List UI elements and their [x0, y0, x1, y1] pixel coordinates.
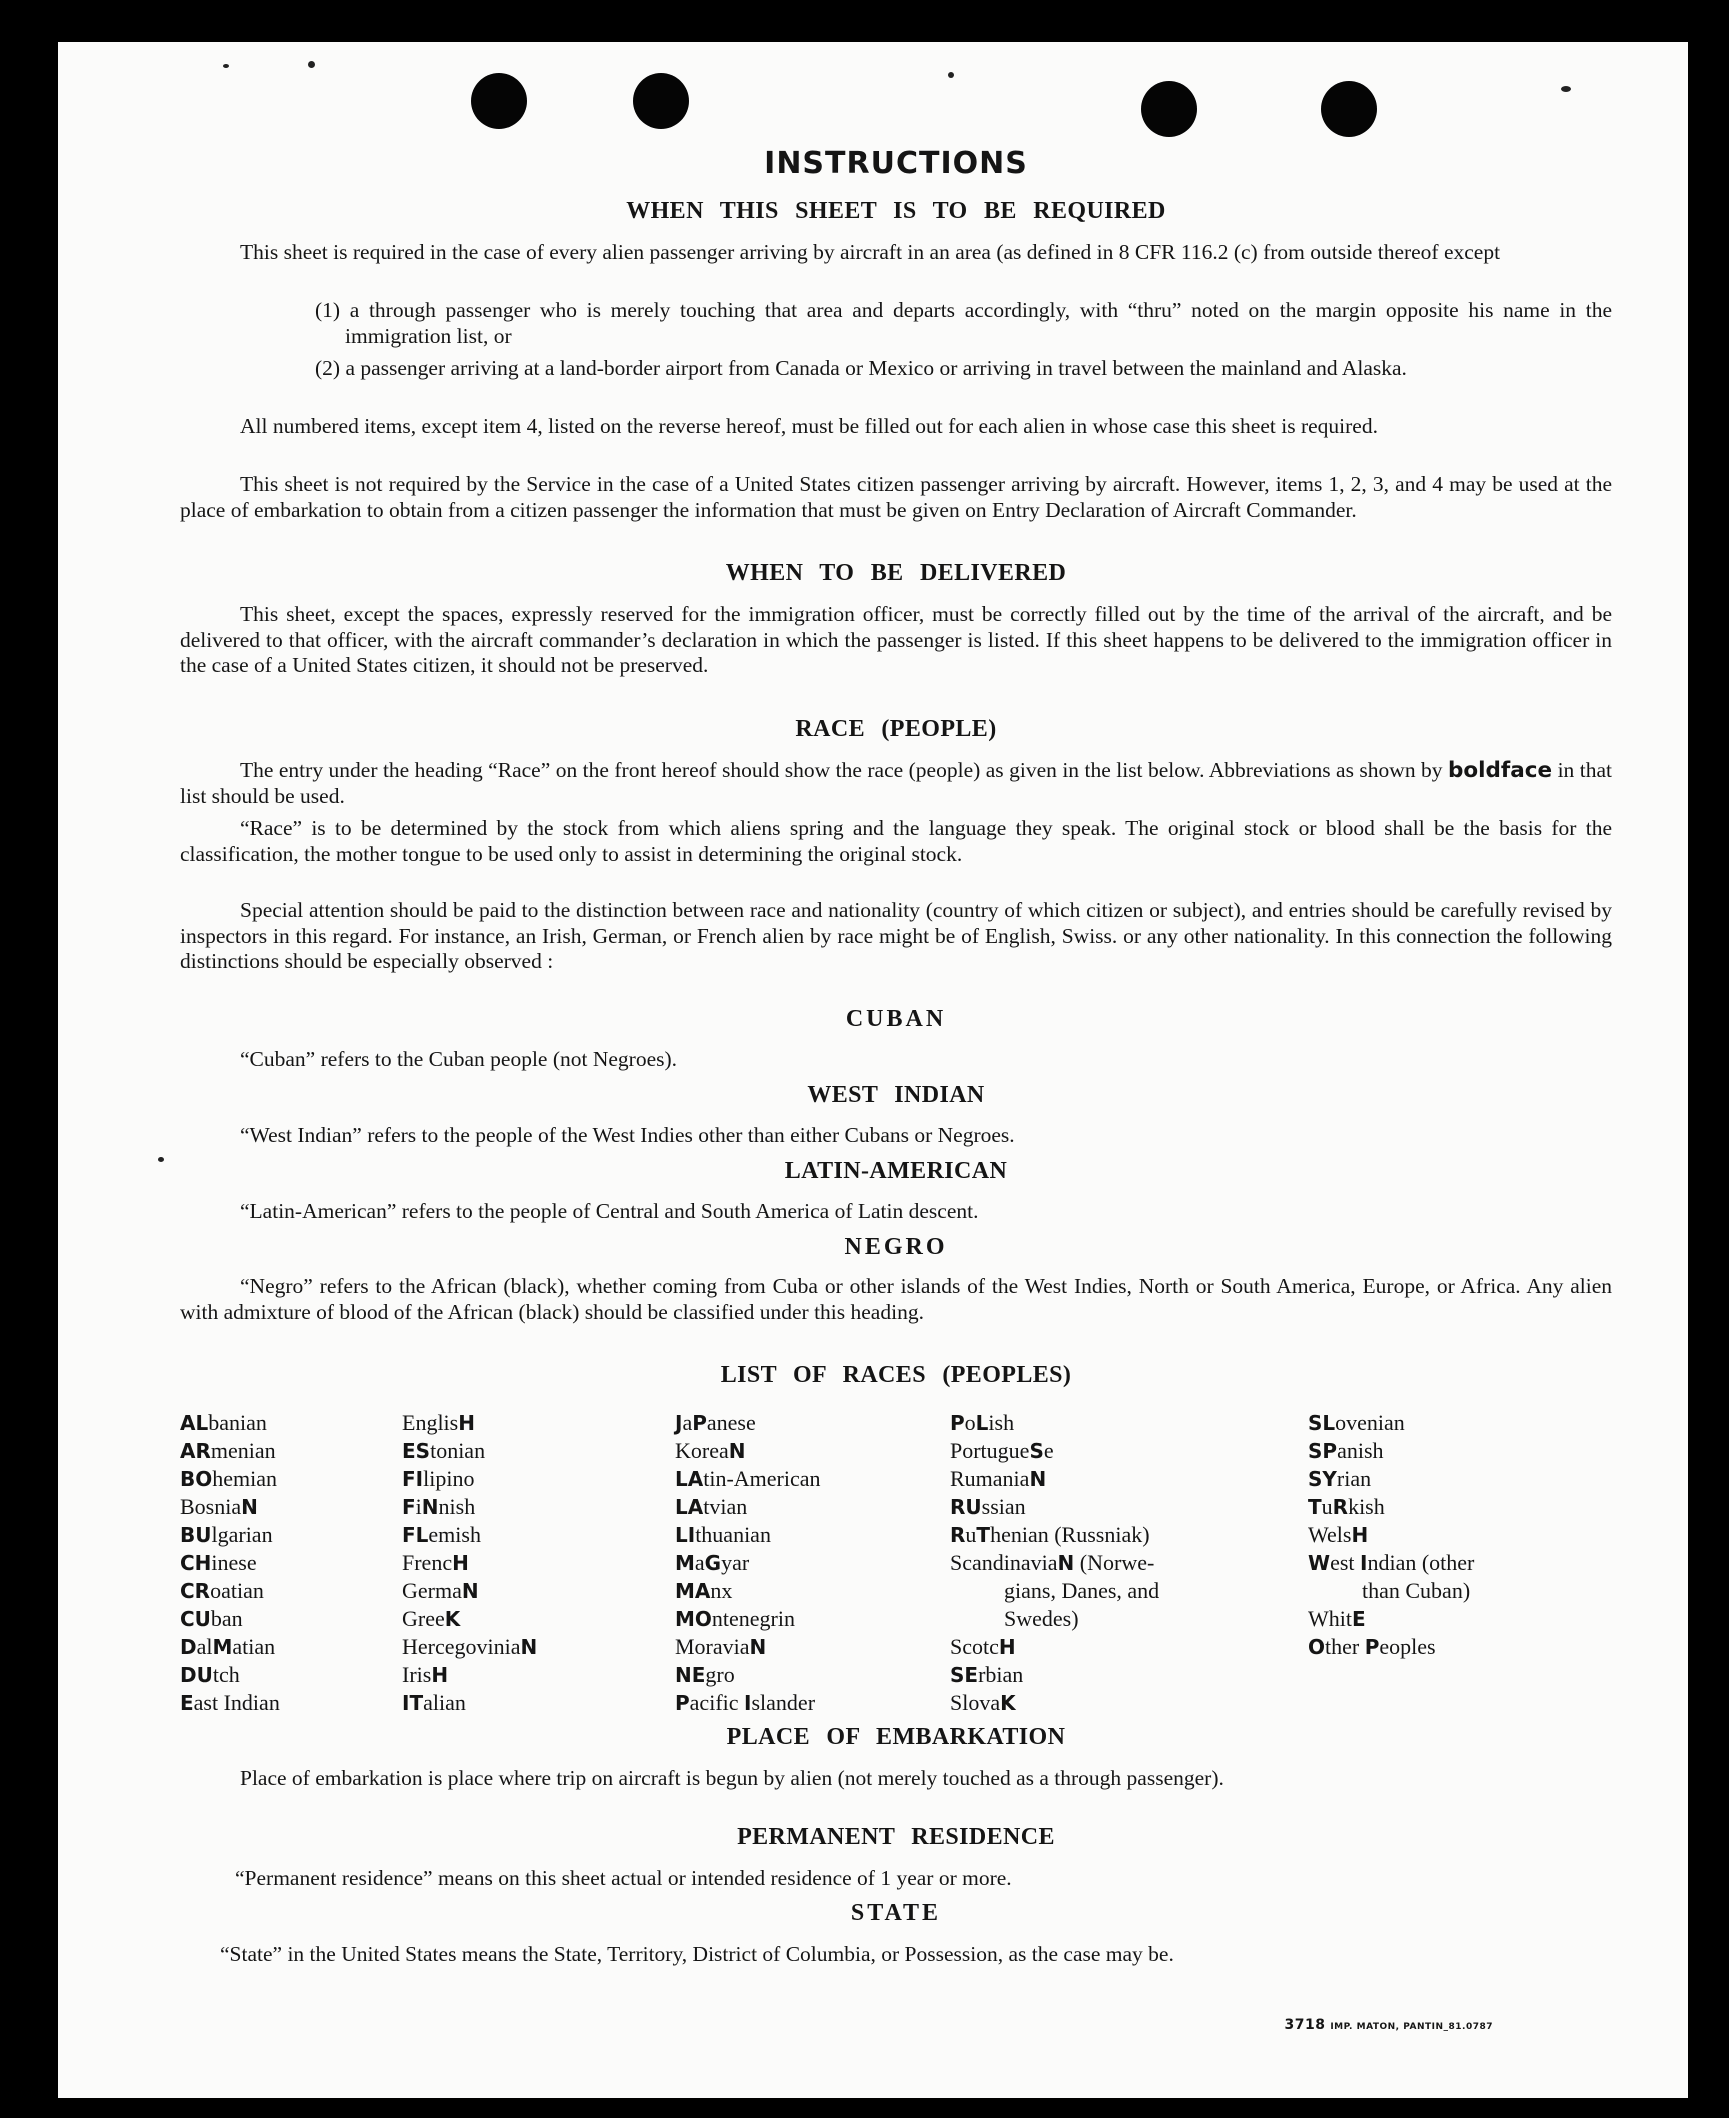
race-list-item: GreeK: [402, 1606, 461, 1631]
ink-speck: [223, 64, 229, 68]
race-list-item: LAtin-American: [675, 1466, 821, 1491]
race-list-item: DUtch: [180, 1662, 240, 1687]
heading-list-of-races: LIST OF RACES (PEOPLES): [720, 1362, 1072, 1388]
race-list-item: CUban: [180, 1606, 243, 1631]
ink-speck: [308, 61, 315, 68]
races-column: [675, 1409, 821, 1717]
race-list-item: DalMatian: [180, 1634, 276, 1659]
paragraph-latin-american: “Latin-American” refers to the people of Central and South America of Latin descent.: [240, 1199, 979, 1223]
race-list-item: FiNnish: [402, 1494, 476, 1519]
punch-hole: [1321, 81, 1377, 137]
paragraph-west-indian: “West Indian” refers to the people of the West Indies other than either Cubans or Negroes.: [240, 1123, 1015, 1147]
race-list-item: SPanish: [1308, 1438, 1384, 1463]
paragraph-citizen: This sheet is not required by the Service in the case of a United States citizen passenger arriving by aircraft. However, items 1, 2, 3, and 4 may be used at the place of embarkation to obtain from a citizen passenger the information that must be given on Entry Declaration of Aircraft Commander.: [180, 472, 1612, 522]
race-list-item: TuRkish: [1308, 1494, 1385, 1519]
race-list-item: ScandinaviaN (Norwe-: [950, 1550, 1155, 1575]
heading-permanent-residence: PERMANENT RESIDENCE: [737, 1824, 1055, 1850]
race-list-item: gians, Danes, and: [1004, 1578, 1160, 1603]
race-list-item: West Indian (other: [1308, 1550, 1475, 1575]
race-list-item: ScotcH: [950, 1634, 1016, 1659]
races-column: [180, 1409, 280, 1717]
race-list-item: SYrian: [1308, 1466, 1372, 1491]
heading-embarkation: PLACE OF EMBARKATION: [726, 1724, 1066, 1750]
race-list-item: FLemish: [402, 1522, 481, 1547]
race-list-item: CHinese: [180, 1550, 257, 1575]
heading-when-required: WHEN THIS SHEET IS TO BE REQUIRED: [626, 198, 1166, 224]
race-list-item: WelsH: [1308, 1522, 1369, 1547]
race-list-item: JaPanese: [675, 1410, 756, 1435]
heading-when-delivered: WHEN TO BE DELIVERED: [725, 560, 1067, 586]
race-list-item: KoreaN: [675, 1438, 746, 1463]
race-list-item: MAnx: [675, 1578, 733, 1603]
paragraph-cuban: “Cuban” refers to the Cuban people (not Negroes).: [240, 1047, 678, 1071]
race-list-item: PoLish: [950, 1410, 1015, 1435]
punch-hole: [1141, 81, 1197, 137]
race-list-item: NEgro: [675, 1662, 735, 1687]
ink-speck: [948, 72, 954, 78]
races-list: [180, 1409, 1612, 1715]
race-list-item: LAtvian: [675, 1494, 748, 1519]
heading-latin-american: LATIN-AMERICAN: [784, 1158, 1008, 1184]
race-list-item: SErbian: [950, 1662, 1024, 1687]
races-column: [950, 1409, 1159, 1717]
race-list-item: MOntenegrin: [675, 1606, 795, 1631]
heading-race: RACE (PEOPLE): [795, 716, 997, 742]
paragraph-race-stock: “Race” is to be determined by the stock from which aliens spring and the language they speak. The original stock or blood shall be the basis for the classification, the mother tongue to be used only to assist in determining the original stock.: [180, 816, 1612, 866]
race-list-item: EnglisH: [402, 1410, 475, 1435]
paragraph-negro: “Negro” refers to the African (black), whether coming from Cuba or other islands of the West Indies, North or South America, Europe, or Africa. Any alien with admixture of blood of the African (black) should be classified under this heading.: [180, 1274, 1612, 1324]
race-list-item: Swedes): [1004, 1606, 1079, 1631]
race-list-item: Other Peoples: [1308, 1634, 1436, 1659]
race-list-item: WhitE: [1308, 1606, 1366, 1631]
race-list-item: MoraviaN: [675, 1634, 767, 1659]
paragraph-embarkation: Place of embarkation is place where trip on aircraft is begun by alien (not merely touched as a through passenger).: [240, 1766, 1224, 1790]
race-list-item: East Indian: [180, 1690, 280, 1715]
paragraph-delivered: This sheet, except the spaces, expressly reserved for the immigration officer, must be correctly filled out by the time of the arrival of the aircraft, and be delivered to that officer, with the aircraft commander’s declaration in which the passenger is listed. If this sheet happens to be delivered to the immigration officer in the case of a United States citizen, it should not be preserved.: [180, 602, 1612, 677]
form-number: 3718: [1284, 2017, 1326, 2033]
ink-speck: [1561, 86, 1571, 92]
race-list-item: CRoatian: [180, 1578, 264, 1603]
exception-item-1: (1) a through passenger who is merely touching that area and departs accordingly, with “thru” noted on the margin opposite his name in the immigration list, or: [315, 298, 1612, 348]
heading-state: STATE: [850, 1900, 942, 1926]
page-title: INSTRUCTIONS: [764, 146, 1028, 181]
race-list-item: ALbanian: [180, 1410, 267, 1435]
race-list-item: FrencH: [402, 1550, 469, 1575]
race-list-item: MaGyar: [675, 1550, 750, 1575]
paragraph-required: This sheet is required in the case of every alien passenger arriving by aircraft in an area (as defined in 8 CFR 116.2 (c) from outside thereof except: [240, 240, 1501, 264]
paragraph-state: “State” in the United States means the State, Territory, District of Columbia, or Possession, as the case may be.: [220, 1942, 1174, 1966]
races-column: [1308, 1409, 1474, 1661]
race-list-item: IrisH: [402, 1662, 449, 1687]
race-list-item: EStonian: [402, 1438, 486, 1463]
race-list-item: BOhemian: [180, 1466, 278, 1491]
race-list-item: RUssian: [950, 1494, 1026, 1519]
race-list-item: FIlipino: [402, 1466, 475, 1491]
document-page: [58, 42, 1688, 2098]
races-column: [402, 1409, 537, 1717]
race-list-item: HercegoviniaN: [402, 1634, 538, 1659]
race-list-item: RuThenian (Russniak): [950, 1522, 1150, 1547]
exception-item-2: (2) a passenger arriving at a land-border airport from Canada or Mexico or arriving in travel between the mainland and Alaska.: [315, 356, 1407, 380]
paragraph-numbered-items: All numbered items, except item 4, listed on the reverse hereof, must be filled out for each alien in whose case this sheet is required.: [240, 414, 1378, 438]
paragraph-race-entry: The entry under the heading “Race” on the front hereof should show the race (people) as given in the list below. Abbreviations as shown by boldface in that list should be used.: [180, 758, 1612, 808]
race-list-item: ITalian: [402, 1690, 466, 1715]
paragraph-permanent-residence: “Permanent residence” means on this sheet actual or intended residence of 1 year or more.: [235, 1866, 1012, 1890]
heading-west-indian: WEST INDIAN: [807, 1082, 985, 1108]
race-list-item: SLovenian: [1308, 1410, 1405, 1435]
printer-imprint: IMP. MATON, PANTIN_81.0787: [1330, 2022, 1493, 2032]
race-list-item: Pacific Islander: [675, 1690, 816, 1715]
race-list-item: GermaN: [402, 1578, 479, 1603]
punch-hole: [633, 73, 689, 129]
race-list-item: SlovaK: [950, 1690, 1016, 1715]
race-list-item: ARmenian: [180, 1438, 276, 1463]
heading-negro: NEGRO: [844, 1234, 948, 1260]
race-list-item: than Cuban): [1362, 1578, 1471, 1603]
race-list-item: LIthuanian: [675, 1522, 771, 1547]
race-list-item: BosniaN: [180, 1494, 258, 1519]
race-list-item: PortugueSe: [950, 1438, 1054, 1463]
heading-cuban: CUBAN: [845, 1006, 947, 1032]
form-code: [1284, 2017, 1493, 2033]
punch-hole: [471, 73, 527, 129]
race-list-item: BUlgarian: [180, 1522, 273, 1547]
ink-speck: [158, 1157, 164, 1162]
paragraph-race-nationality: Special attention should be paid to the distinction between race and nationality (country of which citizen or subject), and entries should be carefully revised by inspectors in this regard. For instance, an Irish, German, or French alien by race might be of English, Swiss. or any other nationality. In this connection the following distinctions should be especially observed :: [180, 898, 1612, 973]
race-list-item: RumaniaN: [950, 1466, 1047, 1491]
